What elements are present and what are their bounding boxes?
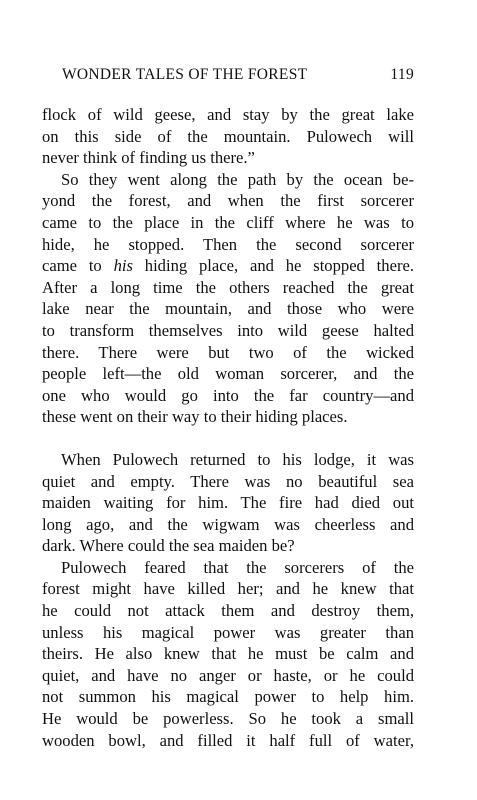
page-number: 119 [390, 66, 414, 83]
text-line: dark. Where could the sea maiden be? [42, 536, 295, 556]
text-line: After a long time the others reached the great [42, 277, 414, 297]
text-line: he could not attack them and destroy them, [42, 601, 414, 621]
text-line: to transform themselves into wild geese halted [42, 320, 414, 340]
text-segment: came to [42, 256, 102, 276]
text-line: never think of finding us there.” [42, 148, 255, 168]
text-segment: hiding place, and he stopped there. [144, 256, 414, 276]
body-text [42, 104, 414, 751]
running-title: WONDER TALES OF THE FOREST [62, 66, 308, 83]
paragraph [42, 169, 414, 428]
running-head [62, 66, 414, 86]
text-line: not summon his magical power to help him. [42, 687, 414, 707]
text-line: forest might have killed her; and he knew that [42, 579, 414, 599]
emphasis-text: his [113, 256, 133, 276]
text-line: quiet, and have no anger or haste, or he could [42, 665, 414, 685]
text-line: there. There were but two of the wicked [42, 342, 414, 362]
text-line: He would be powerless. So he took a small [42, 709, 414, 729]
text-line: So they went along the path by the ocean be- [61, 169, 414, 189]
text-line: flock of wild geese, and stay by the great lake [42, 105, 414, 124]
paragraph [42, 449, 414, 557]
text-line: wooden bowl, and filled it half full of water, [42, 730, 414, 750]
text-line: hide, he stopped. Then the second sorcerer [42, 234, 414, 254]
text-line: came to the place in the cliff where he was to [42, 212, 414, 232]
text-line: long ago, and the wigwam was cheerless and [42, 514, 414, 534]
text-line: yond the forest, and when the first sorcerer [42, 191, 414, 211]
paragraph [42, 557, 414, 751]
text-line: people left—the old woman sorcerer, and the [42, 364, 414, 384]
text-line: When Pulowech returned to his lodge, it was [61, 449, 414, 469]
text-line: unless his magical power was greater than [42, 622, 414, 642]
text-line: these went on their way to their hiding places. [42, 407, 348, 427]
text-line: quiet and empty. There was no beautiful sea [42, 471, 414, 491]
text-line: on this side of the mountain. Pulowech will [42, 126, 414, 146]
text-line: maiden waiting for him. The fire had died out [42, 493, 414, 513]
text-line: lake near the mountain, and those who were [42, 299, 414, 319]
text-line [42, 255, 414, 277]
paragraph [42, 104, 414, 169]
text-line: one who would go into the far country—and [42, 385, 414, 405]
text-line: theirs. He also knew that he must be calm and [42, 644, 414, 664]
text-line: Pulowech feared that the sorcerers of the [61, 557, 414, 577]
